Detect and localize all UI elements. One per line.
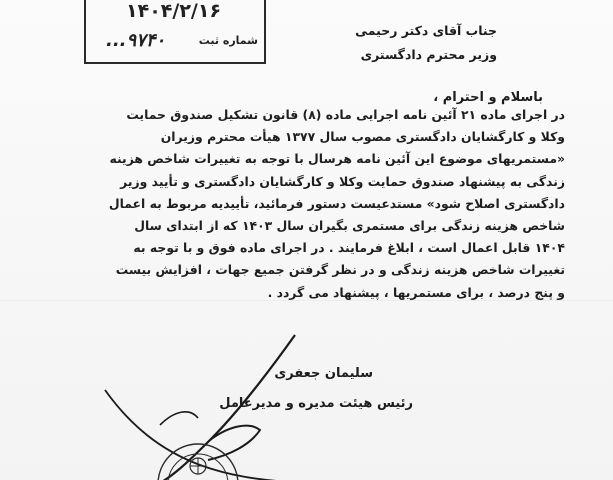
body-line: وکلا و کارگشایان دادگستری مصوب سال ۱۳۷۷ هیأت محترم وزیران: [160, 129, 565, 145]
body-line: تغییرات شاخص هزینه زندگی و در نظر گرفتن جمیع جهات ، افزایش بیست: [115, 262, 565, 278]
stamp-date: ۱۴۰۴/۲/۱۶: [126, 0, 222, 22]
letter-body: [45, 104, 565, 304]
body-line: دادگستری اصلاح شود» مستدعیست دستور فرمائید، تأییدیه مربوط به اعمال: [108, 195, 565, 211]
addressee-block: [355, 19, 497, 67]
body-line: و پنج درصد ، برای مستمریها ، پیشنهاد می گردد .: [267, 284, 565, 300]
body-line: ۱۴۰۴ قابل اعمال است ، ابلاغ فرمایند . در اجرای ماده فوق و با توجه به: [133, 240, 565, 256]
signer-name: سلیمان جعفری: [274, 366, 373, 381]
body-line: شاخص هزینه زندگی برای مستمری بگیران سال ۱۴۰۳ که از ابتدای سال: [134, 218, 565, 234]
stamp-number-label: شماره ثبت: [198, 34, 258, 47]
body-line: در اجرای ماده ۲۱ آئین نامه اجرایی ماده (۸) قانون تشکیل صندوق حمایت: [126, 107, 565, 122]
signer-title: رئیس هیئت مدیره و مدیرعامل: [219, 396, 413, 411]
body-line: «مستمریهای موضوع این آئین نامه هرسال با توجه به تغییرات شاخص هزینه: [109, 151, 565, 167]
addressee-name: جناب آقای دکتر رحیمی: [355, 23, 497, 38]
registration-stamp: [84, 0, 266, 64]
body-line: زندگی به پیشنهاد صندوق حمایت وکلا و کارگشایان دادگستری و تأیید وزیر: [120, 173, 565, 189]
greeting: باسلام و احترام ،: [433, 90, 543, 105]
addressee-title: وزیر محترم دادگستری: [360, 47, 497, 62]
official-seal: [150, 436, 246, 480]
stamp-number: ۹۷۴۰...: [106, 30, 166, 51]
